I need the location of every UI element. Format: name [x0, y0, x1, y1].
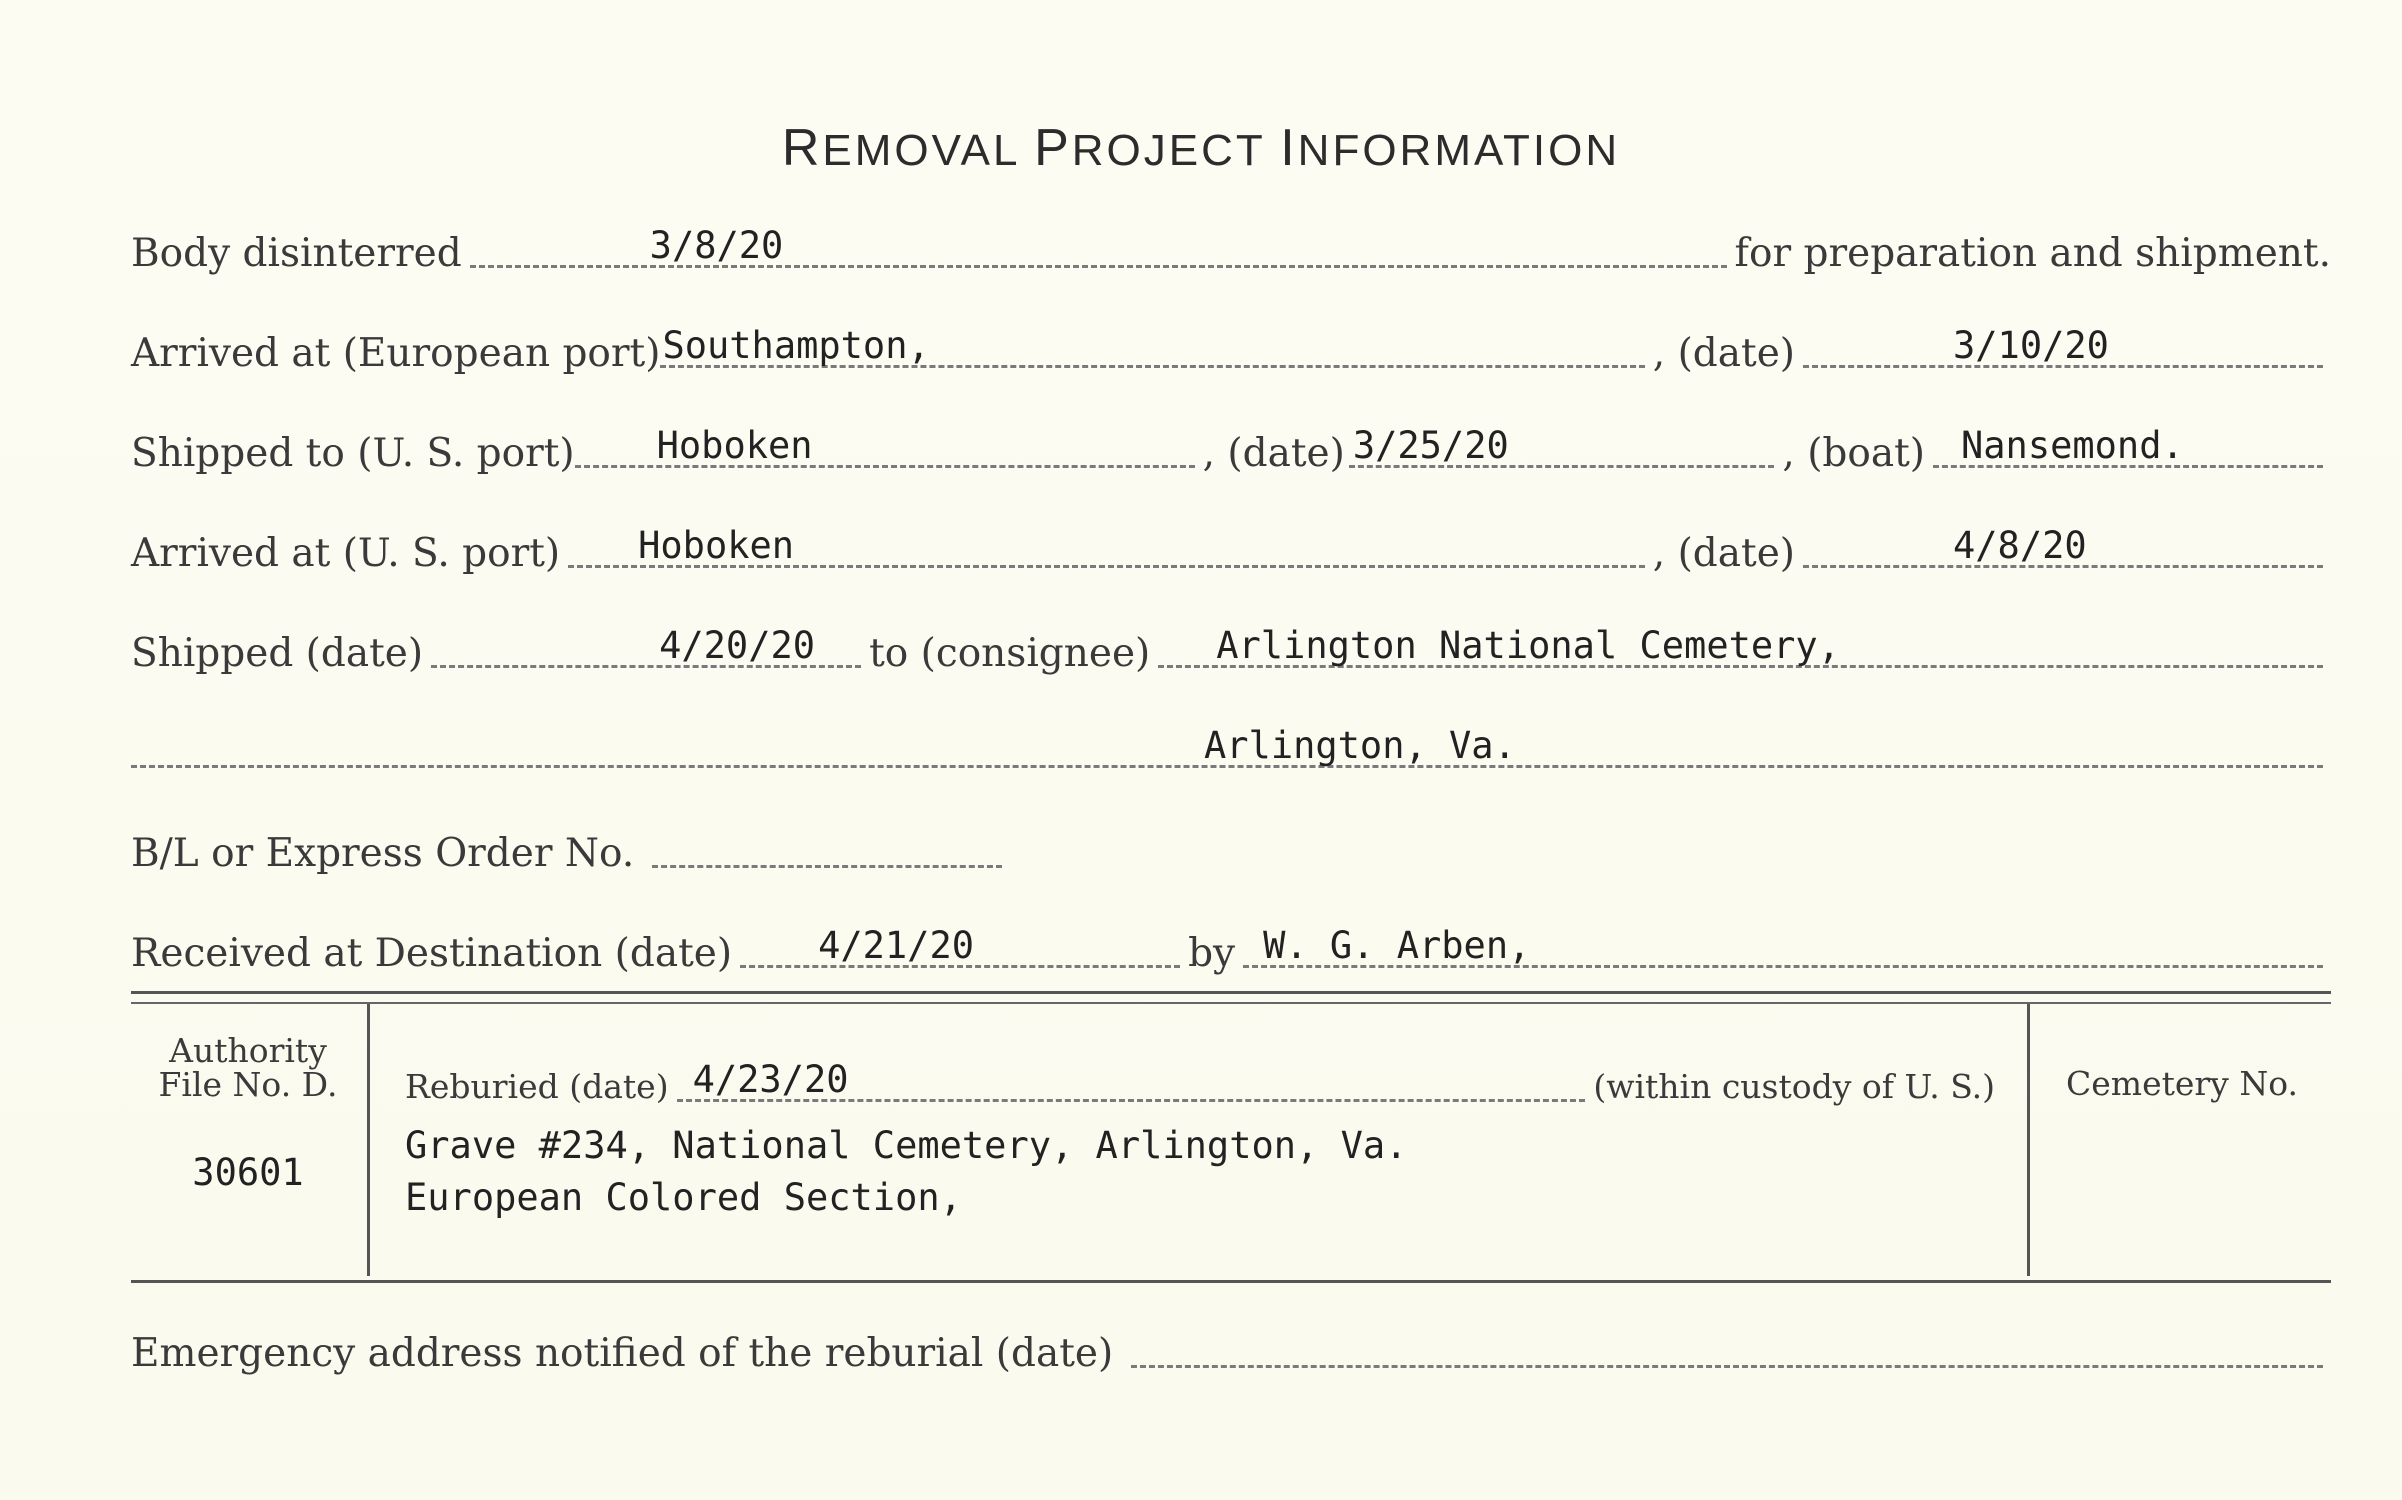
- grave-line-1: Grave #234, National Cemetery, Arlington, Va.: [405, 1124, 1408, 1167]
- european-port-field[interactable]: [660, 301, 1644, 368]
- disinterred-field[interactable]: [470, 201, 1727, 268]
- arrived-us-label: Arrived at (U. S. port): [131, 531, 561, 576]
- shipped-date-label: , (date): [1202, 431, 1345, 476]
- body-disinterred-label: Body disinterred: [131, 231, 462, 276]
- row-emergency: [131, 1300, 2331, 1380]
- within-custody-label: (within custody of U. S.): [1593, 1067, 1995, 1106]
- arrived-date-field[interactable]: [1803, 501, 2323, 568]
- consignee-line2-field[interactable]: [131, 701, 2323, 768]
- boat-field[interactable]: [1933, 401, 2323, 468]
- us-port-arrived: Hoboken: [638, 524, 795, 567]
- box-top-rule: [131, 991, 2331, 1004]
- reburied-row: [405, 1054, 1995, 1110]
- european-port: Southampton,: [662, 324, 930, 367]
- cemetery-no-block: [2032, 1064, 2332, 1133]
- arrived-date-label: , (date): [1652, 531, 1795, 576]
- emergency-date-field[interactable]: [1131, 1301, 2323, 1368]
- emergency-label: Emergency address notified of the reburial (date): [131, 1331, 1114, 1376]
- shipped-date-field[interactable]: [1349, 401, 1775, 468]
- cemetery-no-label: Cemetery No.: [2066, 1064, 2298, 1103]
- disinterred-date: 3/8/20: [649, 224, 784, 267]
- file-no-label: File No. D.: [158, 1065, 338, 1104]
- row-consignee-line2: [131, 700, 2331, 780]
- boat-label: , (boat): [1782, 431, 1925, 476]
- box-bottom-rule: [131, 1280, 2331, 1283]
- shipped-to-label: Shipped to (U. S. port): [131, 431, 575, 476]
- shipped-consignee-date: 4/20/20: [659, 624, 816, 667]
- row-received: [131, 900, 2331, 980]
- page-title: REMOVAL PROJECT INFORMATION: [781, 119, 1621, 177]
- authority-label: Authority: [169, 1031, 327, 1070]
- reburied-label: Reburied (date): [405, 1067, 669, 1106]
- row-bl-order: [131, 800, 2331, 880]
- row-body-disinterred: [131, 200, 2331, 280]
- for-preparation-label: for preparation and shipment.: [1734, 231, 2331, 276]
- row-arrived-european: [131, 300, 2331, 380]
- grave-line-2: European Colored Section,: [405, 1176, 962, 1219]
- boat-name: Nansemond.: [1961, 424, 2184, 467]
- consignee-field[interactable]: [1158, 601, 2323, 668]
- us-port-shipped-field[interactable]: [575, 401, 1195, 468]
- grave-location[interactable]: [405, 1120, 1407, 1224]
- european-date-field[interactable]: [1803, 301, 2323, 368]
- received-label: Received at Destination (date): [131, 931, 733, 976]
- authority-block: [131, 1031, 365, 1194]
- received-by-field[interactable]: [1243, 901, 2323, 968]
- box-divider-left: [367, 1004, 370, 1276]
- received-date-field[interactable]: [740, 901, 1180, 968]
- us-port-shipped: Hoboken: [656, 424, 813, 467]
- us-port-arrived-field[interactable]: [568, 501, 1645, 568]
- row-arrived-us: [131, 500, 2331, 580]
- received-by: W. G. Arben,: [1263, 924, 1531, 967]
- row-shipped-to: [131, 400, 2331, 480]
- reburied-date-field[interactable]: [677, 1049, 1586, 1102]
- arrived-european-label: Arrived at (European port): [131, 331, 661, 376]
- bl-order-label: B/L or Express Order No.: [131, 831, 635, 876]
- european-date: 3/10/20: [1953, 324, 2109, 367]
- consignee-line1: Arlington National Cemetery,: [1216, 624, 1840, 667]
- consignee-line2: Arlington, Va.: [1204, 724, 1516, 767]
- received-date: 4/21/20: [818, 924, 974, 967]
- bl-order-field[interactable]: [652, 801, 1002, 868]
- row-shipped-consignee: [131, 600, 2331, 680]
- reburied-date: 4/23/20: [692, 1058, 849, 1101]
- shipped-date: 3/25/20: [1352, 424, 1509, 467]
- shipped-consignee-date-label: Shipped (date): [131, 631, 424, 676]
- european-date-label: , (date): [1652, 331, 1795, 376]
- arrived-date: 4/8/20: [1953, 524, 2087, 567]
- by-label: by: [1188, 931, 1236, 976]
- shipped-consignee-date-field[interactable]: [431, 601, 861, 668]
- to-consignee-label: to (consignee): [869, 631, 1151, 676]
- file-no-value[interactable]: 30601: [192, 1151, 304, 1194]
- box-divider-right: [2027, 1004, 2030, 1276]
